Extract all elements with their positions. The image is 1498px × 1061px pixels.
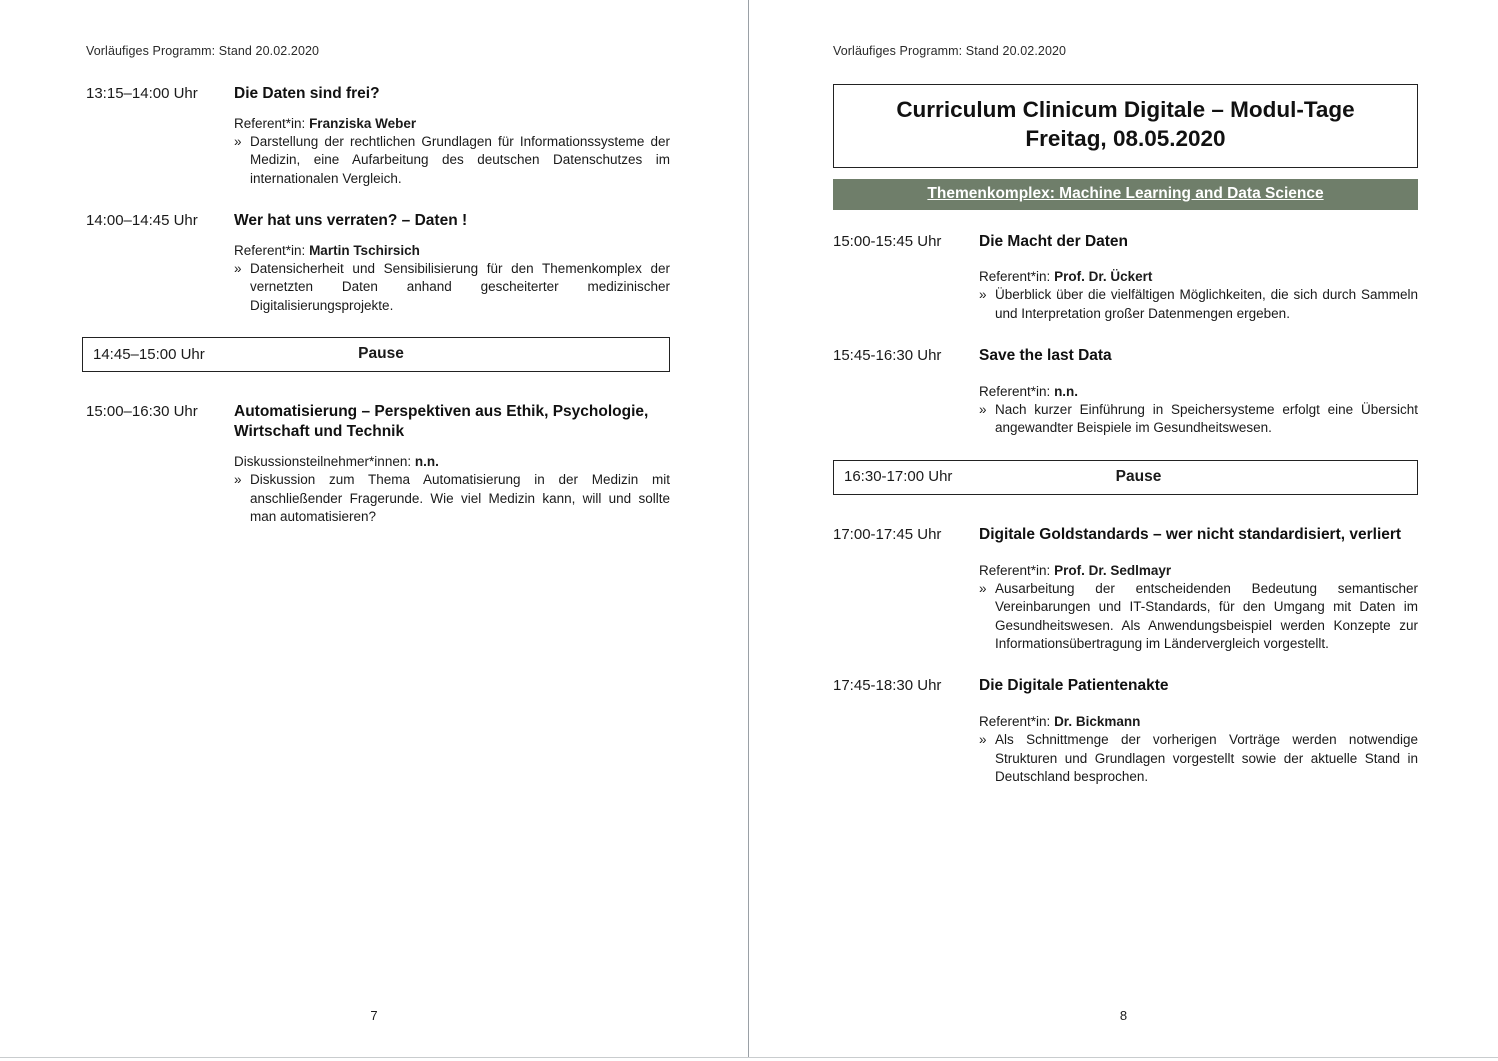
entry-time: 15:00-15:45 Uhr — [833, 232, 942, 250]
bullet-marker-icon: » — [234, 260, 242, 276]
entry-body — [979, 346, 1418, 438]
entry-description — [234, 260, 670, 316]
entry-body — [979, 232, 1418, 324]
speaker-name: Prof. Dr. Ückert — [1054, 269, 1153, 285]
page-number-right: 8 — [1119, 1008, 1128, 1023]
entry-time: 17:45-18:30 Uhr — [833, 677, 942, 695]
entry-body — [979, 525, 1418, 654]
entry-description — [979, 580, 1418, 655]
entry-headline: Die Daten sind frei? — [234, 85, 380, 102]
program-entry — [86, 84, 670, 189]
entry-speaker — [234, 116, 670, 131]
bullet-marker-icon: » — [979, 287, 987, 303]
entry-description — [979, 401, 1418, 438]
program-entry — [86, 211, 670, 316]
speaker-name: n.n. — [1054, 383, 1079, 399]
entry-body — [234, 211, 670, 316]
page-number-left: 7 — [370, 1008, 378, 1023]
pause-box — [833, 460, 1418, 495]
entry-speaker — [234, 454, 670, 469]
entry-body — [234, 84, 670, 189]
running-head-left: Vorläufiges Programm: Stand 20.02.2020 — [86, 44, 320, 58]
entry-speaker — [234, 243, 670, 258]
program-entry — [833, 232, 1418, 324]
bullet-marker-icon: » — [234, 133, 242, 149]
bullet-marker-icon: » — [979, 731, 987, 747]
page-right — [748, 0, 1498, 1061]
event-title-line-2: Freitag, 08.05.2020 — [1025, 125, 1226, 151]
pause-time: 14:45–15:00 Uhr — [93, 345, 205, 363]
bullet-marker-icon: » — [234, 472, 242, 488]
speaker-label: Referent*in: — [979, 269, 1051, 285]
entry-speaker — [979, 269, 1418, 284]
entry-description-text: Überblick über die vielfältigen Möglichkeiten, die sich durch Sammeln und Interpretation großer Datenmengen ergeben. — [995, 287, 1418, 322]
bullet-marker-icon: » — [979, 580, 987, 596]
entry-description-text: Nach kurzer Einführung in Speichersysteme erfolgt eine Übersicht angewandter Beispiele im Gesundheitswesen. — [995, 401, 1418, 436]
program-entry — [833, 346, 1418, 438]
speaker-name: Prof. Dr. Sedlmayr — [1054, 562, 1172, 578]
entry-time: 15:00–16:30 Uhr — [86, 403, 198, 421]
entry-speaker — [979, 563, 1418, 578]
speaker-label: Referent*in: — [979, 562, 1051, 578]
entry-description-text: Datensicherheit und Sensibilisierung für den Themenkomplex der vernetzten Daten anhand gescheiterter medizinischer Digitalisierungsprojekte. — [250, 260, 670, 313]
pause-time: 16:30-17:00 Uhr — [844, 468, 953, 486]
running-head-right: Vorläufiges Programm: Stand 20.02.2020 — [833, 44, 1067, 58]
entry-headline: Save the last Data — [979, 346, 1112, 364]
pause-label: Pause — [358, 345, 404, 363]
event-title-line-1: Curriculum Clinicum Digitale – Modul-Tage — [896, 97, 1355, 122]
entry-headline: Digitale Goldstandards – wer nicht standardisiert, verliert — [979, 525, 1402, 543]
entry-description — [234, 133, 670, 189]
entry-headline: Automatisierung – Perspektiven aus Ethik, Psychologie, Wirtschaft und Technik — [234, 403, 649, 441]
pause-box — [82, 337, 670, 372]
pause-label: Pause — [1115, 467, 1162, 485]
section-banner-label: Themenkomplex: Machine Learning and Data Science — [927, 184, 1324, 202]
section-banner — [833, 179, 1418, 210]
program-entry — [833, 676, 1418, 787]
entry-time: 13:15–14:00 Uhr — [86, 85, 198, 102]
speaker-name: Martin Tschirsich — [309, 242, 420, 258]
entry-description-text: Diskussion zum Thema Automatisierung in der Medizin mit anschließender Fragerunde. Wie viel Medizin kann, will und sollte man automatisieren? — [250, 472, 670, 525]
entry-time: 14:00–14:45 Uhr — [86, 211, 198, 229]
event-title-box — [833, 84, 1418, 168]
entry-description — [234, 471, 670, 527]
speaker-label: Diskussionsteilnehmer*innen: — [234, 454, 412, 470]
entry-description-text: Ausarbeitung der entscheidenden Bedeutung semantischer Vereinbarungen und IT-Standards, für den Umgang mit Daten im Gesundheitswesen. Als Anwendungsbeispiel werden Konzepte zur Informationsübertragung im Ländervergleich vorgestellt. — [995, 580, 1418, 652]
entry-description — [979, 286, 1418, 323]
entry-description-text: Darstellung der rechtlichen Grundlagen für Informationssysteme der Medizin, eine Aufarbeitung des deutschen Datenschutzes im internationalen Vergleich. — [250, 133, 670, 187]
entry-headline: Die Digitale Patientenakte — [979, 677, 1169, 695]
program-entry — [86, 402, 670, 527]
page-bottom-edge — [0, 1057, 1498, 1061]
page-left — [0, 0, 748, 1061]
speaker-label: Referent*in: — [979, 383, 1051, 399]
entry-body — [979, 676, 1418, 787]
bullet-marker-icon: » — [979, 401, 987, 417]
entry-description-text: Als Schnittmenge der vorherigen Vorträge werden notwendige Strukturen und Grundlagen vorgestellt sowie der aktuelle Stand in Deutschland besprochen. — [995, 731, 1418, 785]
speaker-name: Dr. Bickmann — [1054, 713, 1141, 729]
entry-speaker — [979, 714, 1418, 729]
speaker-name: Franziska Weber — [309, 115, 417, 131]
program-entry — [833, 525, 1418, 654]
entry-headline: Wer hat uns verraten? – Daten ! — [234, 211, 468, 229]
entry-body — [234, 402, 670, 527]
entry-headline: Die Macht der Daten — [979, 232, 1129, 250]
entry-time: 15:45-16:30 Uhr — [833, 346, 942, 364]
entry-description — [979, 731, 1418, 787]
speaker-label: Referent*in: — [979, 713, 1051, 729]
entry-time: 17:00-17:45 Uhr — [833, 525, 942, 543]
speaker-label: Referent*in: — [234, 115, 306, 131]
speaker-label: Referent*in: — [234, 242, 306, 258]
entry-speaker — [979, 384, 1418, 399]
speaker-name: n.n. — [414, 454, 439, 470]
